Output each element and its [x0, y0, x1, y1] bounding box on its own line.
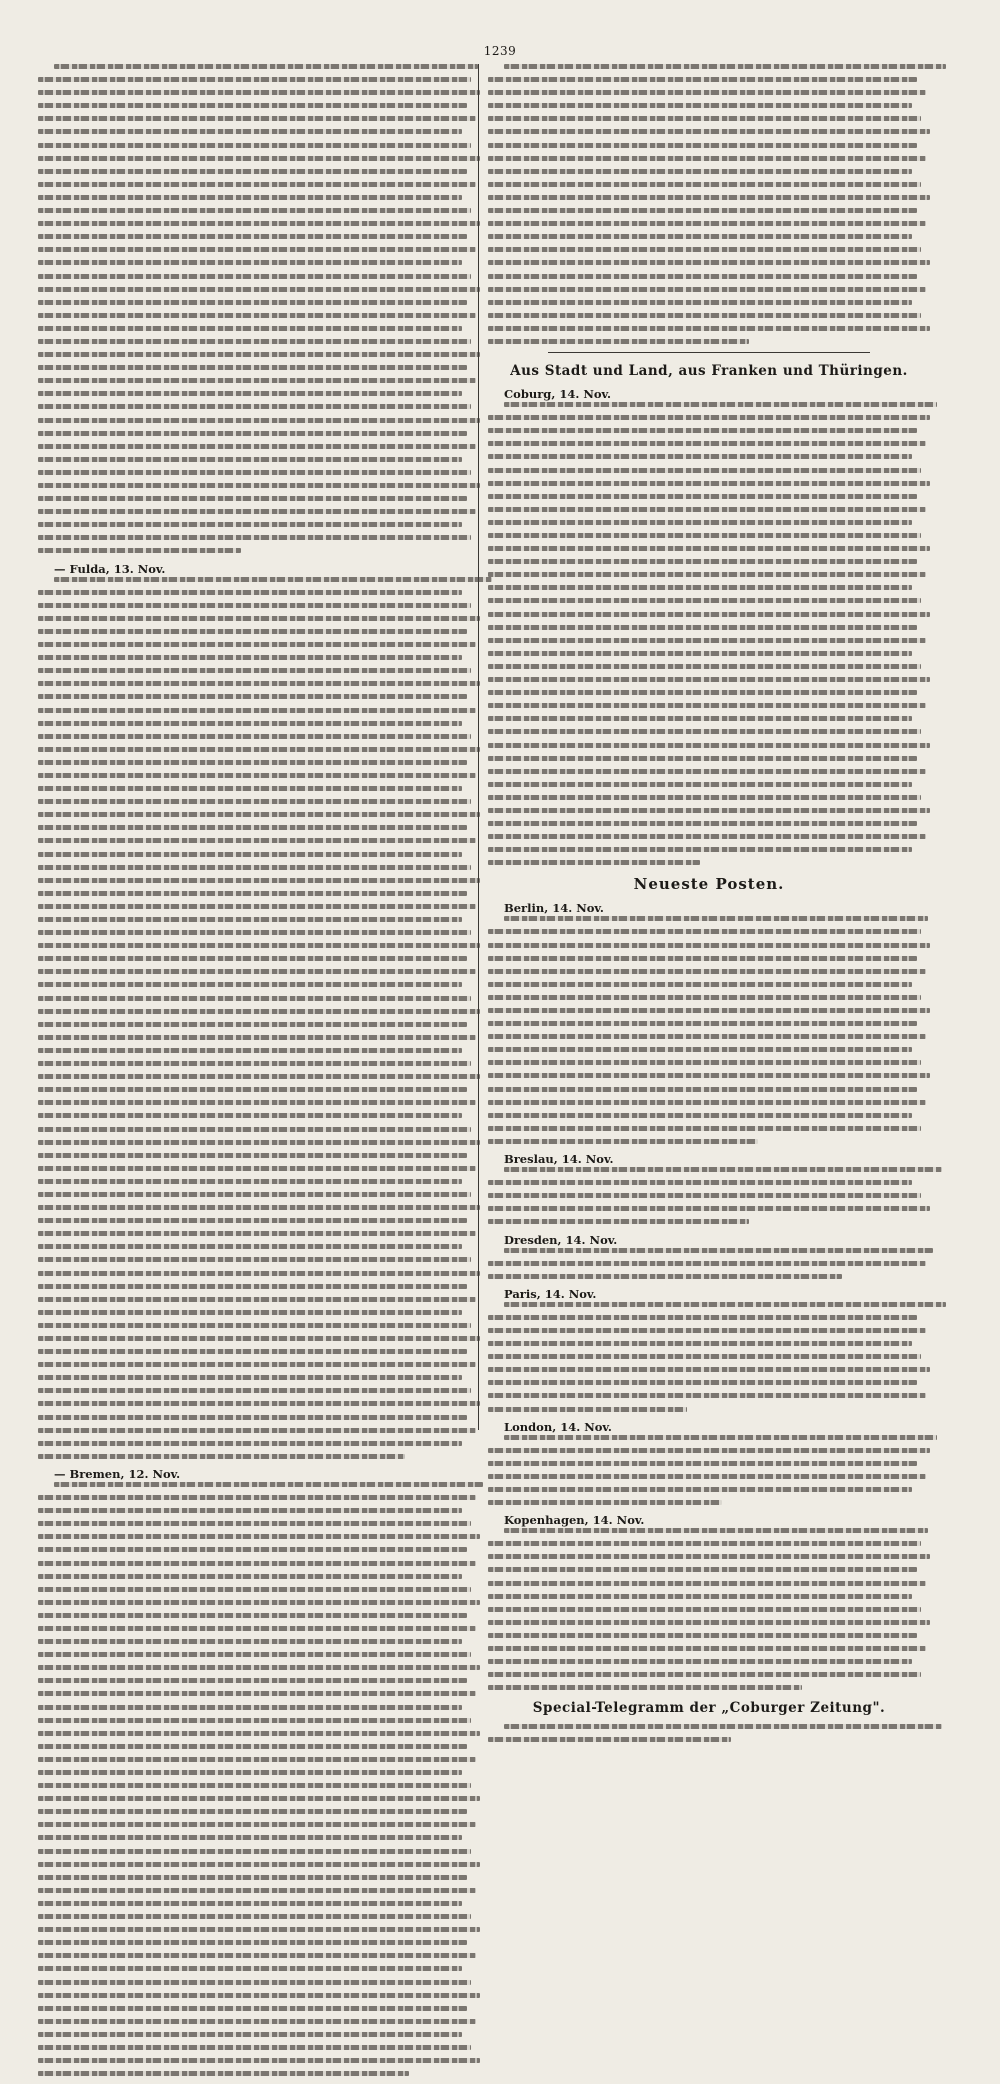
text-line	[488, 1541, 921, 1546]
text-line	[488, 677, 930, 682]
text-line	[488, 1607, 921, 1612]
text-line	[488, 1180, 912, 1185]
dateline-fulda: — Fulda, 13. Nov.	[54, 561, 166, 576]
text-line	[488, 247, 921, 252]
right-block-2	[488, 402, 930, 865]
text-line	[38, 1914, 471, 1919]
text-line	[38, 208, 471, 213]
text-line	[488, 156, 926, 161]
left-block-1	[38, 64, 480, 553]
text-line	[38, 1875, 467, 1880]
text-line	[504, 1248, 933, 1253]
text-line	[488, 769, 926, 774]
text-line	[488, 756, 917, 761]
text-line	[488, 300, 912, 305]
text-line	[488, 494, 917, 499]
right-block-9	[488, 1724, 930, 1742]
text-line	[38, 535, 471, 540]
text-line	[38, 1244, 462, 1249]
text-line	[38, 1454, 405, 1459]
text-line	[488, 1646, 926, 1651]
text-line	[488, 1261, 926, 1266]
text-line	[488, 415, 930, 420]
text-line	[38, 969, 476, 974]
text-line	[38, 2019, 476, 2024]
text-line	[488, 129, 930, 134]
text-line	[54, 64, 478, 69]
text-line	[488, 1008, 930, 1013]
text-line	[38, 1336, 480, 1341]
text-line	[38, 1310, 462, 1315]
text-line	[38, 1297, 476, 1302]
right-column	[488, 64, 930, 1751]
text-line	[488, 1448, 930, 1453]
text-line	[38, 1415, 467, 1420]
text-line	[488, 808, 930, 813]
text-line	[488, 274, 917, 279]
text-line	[38, 799, 471, 804]
text-line	[38, 195, 462, 200]
text-line	[38, 1349, 467, 1354]
text-line	[38, 260, 462, 265]
text-line	[38, 1626, 476, 1631]
text-line	[488, 1219, 749, 1224]
text-line	[38, 1731, 480, 1736]
left-block-3	[38, 1482, 480, 2076]
text-line	[488, 1328, 926, 1333]
text-line	[38, 734, 471, 739]
text-line	[38, 917, 462, 922]
text-line	[504, 1435, 937, 1440]
right-block-8	[488, 1528, 930, 1690]
text-line	[38, 418, 480, 423]
text-line	[38, 1061, 471, 1066]
text-line	[38, 996, 471, 1001]
text-line	[38, 116, 476, 121]
text-line	[38, 852, 462, 857]
text-line	[488, 1034, 926, 1039]
right-block-1	[488, 64, 930, 344]
text-line	[38, 169, 467, 174]
text-line	[38, 629, 467, 634]
dateline-london: London, 14. Nov.	[504, 1419, 612, 1434]
text-line	[488, 969, 926, 974]
text-line	[38, 1521, 471, 1526]
section-heading-stadt-land: Aus Stadt und Land, aus Franken und Thüringen.	[510, 363, 908, 380]
text-line	[504, 1724, 942, 1729]
text-line	[38, 313, 476, 318]
text-line	[38, 1862, 480, 1867]
text-line	[38, 1153, 467, 1158]
text-line	[38, 1035, 476, 1040]
text-line	[488, 143, 917, 148]
text-line	[488, 234, 912, 239]
text-line	[488, 287, 926, 292]
text-line	[38, 2006, 467, 2011]
text-line	[488, 834, 926, 839]
text-line	[38, 352, 480, 357]
text-line	[488, 995, 921, 1000]
text-line	[488, 195, 930, 200]
text-line	[38, 865, 471, 870]
text-line	[38, 143, 471, 148]
text-line	[38, 616, 480, 621]
text-line	[488, 77, 917, 82]
text-line	[488, 1367, 930, 1372]
text-line	[38, 1940, 467, 1945]
text-line	[488, 929, 921, 934]
text-line	[38, 77, 471, 82]
dateline-berlin: Berlin, 14. Nov.	[504, 901, 604, 916]
text-line	[488, 559, 917, 564]
text-line	[488, 956, 917, 961]
text-line	[38, 642, 476, 647]
text-line	[488, 1487, 912, 1492]
text-line	[38, 1809, 467, 1814]
text-line	[38, 182, 476, 187]
text-line	[488, 1047, 912, 1052]
text-line	[38, 930, 471, 935]
text-line	[488, 454, 912, 459]
text-line	[38, 838, 476, 843]
text-line	[38, 1428, 476, 1433]
text-line	[488, 260, 930, 265]
text-line	[38, 603, 471, 608]
text-line	[38, 1888, 476, 1893]
text-line	[38, 891, 467, 896]
text-line	[38, 1009, 480, 1014]
text-line	[38, 1205, 480, 1210]
text-line	[488, 1672, 921, 1677]
text-line	[38, 1849, 471, 1854]
text-line	[504, 1167, 942, 1172]
text-line	[488, 572, 926, 577]
text-line	[488, 103, 912, 108]
text-line	[38, 1362, 476, 1367]
text-line	[488, 221, 926, 226]
dateline-coburg: Coburg, 14. Nov.	[504, 387, 612, 402]
text-line	[38, 773, 476, 778]
text-line	[488, 598, 921, 603]
text-line	[488, 1206, 930, 1211]
left-column	[38, 64, 480, 2084]
text-line	[38, 522, 462, 527]
text-line	[488, 821, 917, 826]
text-line	[38, 548, 241, 553]
text-line	[38, 1323, 471, 1328]
text-line	[488, 1407, 687, 1412]
text-line	[38, 2045, 471, 2050]
text-line	[38, 247, 476, 252]
text-line	[38, 786, 462, 791]
text-line	[38, 760, 467, 765]
text-line	[38, 1100, 476, 1105]
text-line	[38, 1401, 480, 1406]
section-heading-neueste: Neueste Posten.	[633, 875, 785, 894]
text-line	[38, 287, 480, 292]
dateline-paris: Paris, 14. Nov.	[504, 1286, 597, 1301]
text-line	[488, 795, 921, 800]
text-line	[504, 1302, 946, 1307]
text-line	[38, 221, 480, 226]
text-line	[38, 1022, 467, 1027]
text-line	[38, 470, 471, 475]
text-line	[504, 916, 928, 921]
text-line	[38, 1744, 467, 1749]
text-line	[488, 1474, 926, 1479]
text-line	[38, 1980, 471, 1985]
dateline-breslau: Breslau, 14. Nov.	[504, 1152, 614, 1167]
text-line	[38, 1127, 471, 1132]
text-line	[38, 1547, 467, 1552]
dateline-kopenhagen: Kopenhagen, 14. Nov.	[504, 1513, 645, 1528]
text-line	[488, 1581, 926, 1586]
text-line	[38, 378, 476, 383]
left-block-2	[38, 577, 480, 1459]
text-line	[488, 860, 700, 865]
text-line	[38, 404, 471, 409]
text-line	[38, 1966, 462, 1971]
text-line	[488, 1126, 921, 1131]
text-line	[488, 116, 921, 121]
text-line	[38, 509, 476, 514]
text-line	[488, 468, 921, 473]
text-line	[504, 64, 946, 69]
text-line	[488, 1315, 917, 1320]
text-line	[488, 943, 930, 948]
telegram-heading: Special-Telegramm der „Coburger Zeitung".	[532, 1700, 886, 1717]
text-line	[38, 747, 480, 752]
text-line	[488, 1633, 917, 1638]
text-line	[488, 1685, 802, 1690]
text-line	[54, 1482, 483, 1487]
text-line	[38, 1953, 476, 1958]
text-line	[38, 1048, 462, 1053]
text-line	[38, 1534, 480, 1539]
text-line	[38, 339, 471, 344]
right-block-3	[488, 916, 930, 1144]
text-line	[38, 943, 480, 948]
text-line	[38, 1757, 476, 1762]
text-line	[488, 1073, 930, 1078]
text-line	[488, 1113, 912, 1118]
text-line	[38, 457, 462, 462]
text-line	[488, 1393, 926, 1398]
text-line	[38, 444, 476, 449]
text-line	[38, 1495, 476, 1500]
text-line	[54, 577, 492, 582]
text-line	[38, 694, 467, 699]
text-line	[488, 982, 912, 987]
text-line	[488, 1354, 921, 1359]
text-line	[38, 655, 462, 660]
text-line	[38, 2058, 480, 2063]
text-line	[488, 847, 912, 852]
text-line	[38, 904, 476, 909]
text-line	[488, 1554, 930, 1559]
text-line	[504, 1528, 928, 1533]
text-line	[488, 1737, 731, 1742]
text-line	[38, 1074, 480, 1079]
text-line	[488, 520, 912, 525]
dateline-bremen: — Bremen, 12. Nov.	[54, 1466, 181, 1481]
text-line	[38, 1140, 480, 1145]
text-line	[488, 703, 926, 708]
text-line	[38, 708, 476, 713]
right-block-7	[488, 1435, 930, 1505]
text-line	[488, 1567, 917, 1572]
text-line	[38, 1284, 467, 1289]
text-line	[38, 1388, 471, 1393]
text-line	[38, 391, 462, 396]
text-line	[488, 1193, 921, 1198]
text-line	[488, 533, 921, 538]
text-line	[38, 1375, 462, 1380]
text-line	[38, 90, 480, 95]
text-line	[38, 1613, 467, 1618]
text-line	[38, 681, 480, 686]
text-line	[488, 1659, 912, 1664]
text-line	[488, 1100, 926, 1105]
text-line	[38, 1665, 480, 1670]
text-line	[38, 1901, 462, 1906]
text-line	[38, 2032, 462, 2037]
text-line	[38, 1783, 471, 1788]
text-line	[488, 428, 917, 433]
column-divider	[478, 64, 479, 1430]
text-line	[488, 1021, 917, 1026]
text-line	[38, 668, 471, 673]
text-line	[38, 1179, 462, 1184]
text-line	[488, 716, 912, 721]
text-line	[488, 546, 930, 551]
text-line	[38, 878, 480, 883]
text-line	[38, 1600, 480, 1605]
text-line	[488, 182, 921, 187]
text-line	[38, 300, 467, 305]
right-block-6	[488, 1302, 930, 1412]
text-line	[38, 590, 462, 595]
text-line	[38, 1796, 480, 1801]
text-line	[38, 1822, 476, 1827]
text-line	[488, 1380, 917, 1385]
text-line	[488, 90, 926, 95]
text-line	[488, 1341, 912, 1346]
text-line	[38, 812, 480, 817]
text-line	[38, 1587, 471, 1592]
text-line	[38, 1639, 462, 1644]
text-line	[38, 956, 467, 961]
text-line	[38, 1835, 462, 1840]
text-line	[38, 825, 467, 830]
text-line	[38, 1441, 462, 1446]
section-rule	[548, 352, 870, 353]
text-line	[38, 1257, 471, 1262]
text-line	[488, 585, 912, 590]
text-line	[38, 1770, 462, 1775]
text-line	[488, 612, 930, 617]
text-line	[38, 2071, 409, 2076]
text-line	[488, 1594, 912, 1599]
text-line	[38, 1166, 476, 1171]
text-line	[38, 129, 462, 134]
text-line	[38, 1192, 471, 1197]
text-line	[38, 156, 480, 161]
text-line	[38, 1927, 480, 1932]
text-line	[488, 1500, 722, 1505]
text-line	[488, 743, 930, 748]
text-line	[488, 1620, 930, 1625]
text-line	[38, 721, 462, 726]
right-block-4	[488, 1167, 930, 1224]
text-line	[38, 1678, 467, 1683]
text-line	[38, 431, 467, 436]
text-line	[38, 1271, 480, 1276]
text-line	[488, 507, 926, 512]
text-line	[38, 1705, 462, 1710]
text-line	[38, 326, 462, 331]
text-line	[488, 208, 917, 213]
text-line	[488, 1060, 921, 1065]
text-line	[488, 1087, 917, 1092]
text-line	[488, 690, 917, 695]
text-line	[38, 1231, 476, 1236]
text-line	[488, 1139, 758, 1144]
text-line	[38, 1691, 476, 1696]
text-line	[488, 169, 912, 174]
text-line	[38, 483, 480, 488]
text-line	[488, 1274, 842, 1279]
text-line	[488, 651, 912, 656]
text-line	[488, 782, 912, 787]
text-line	[38, 103, 467, 108]
right-block-5	[488, 1248, 930, 1279]
text-line	[488, 339, 749, 344]
text-line	[38, 274, 471, 279]
text-line	[488, 326, 930, 331]
text-line	[488, 625, 917, 630]
text-line	[488, 664, 921, 669]
text-line	[488, 1461, 917, 1466]
text-line	[38, 1993, 480, 1998]
dateline-dresden: Dresden, 14. Nov.	[504, 1232, 618, 1247]
text-line	[38, 1561, 476, 1566]
text-line	[38, 1508, 462, 1513]
text-line	[38, 1218, 467, 1223]
text-line	[38, 234, 467, 239]
text-line	[38, 1087, 467, 1092]
text-line	[38, 496, 467, 501]
text-line	[504, 402, 937, 407]
text-line	[38, 1652, 471, 1657]
text-line	[38, 1718, 471, 1723]
text-line	[488, 638, 926, 643]
text-line	[38, 982, 462, 987]
text-line	[38, 1574, 462, 1579]
text-line	[488, 313, 921, 318]
text-line	[488, 481, 930, 486]
text-line	[38, 365, 467, 370]
text-line	[488, 441, 926, 446]
page-number: 1239	[483, 44, 517, 58]
text-line	[488, 729, 921, 734]
text-line	[38, 1113, 462, 1118]
